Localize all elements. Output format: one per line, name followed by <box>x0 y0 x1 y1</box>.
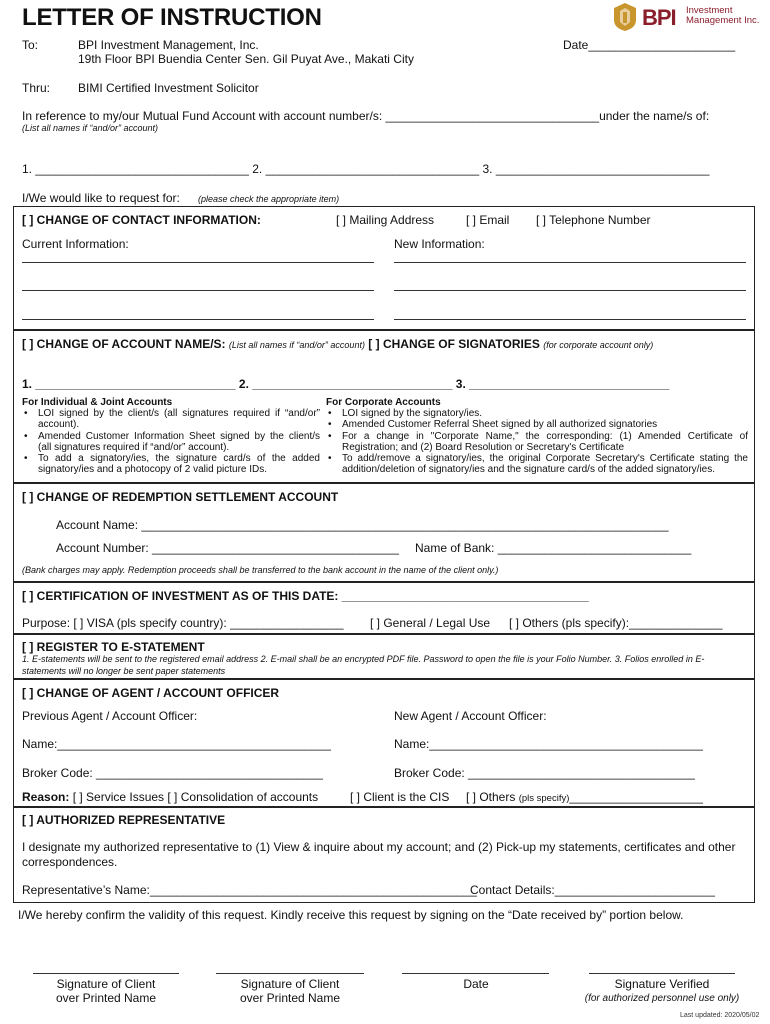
account-name-note: (List all names if “and/or” account) <box>228 340 365 350</box>
reference-text[interactable]: In reference to my/our Mutual Fund Account with account number/s: ________________________________under the name/s of: <box>22 109 710 123</box>
representative-contact[interactable]: Contact Details:________________________ <box>470 883 715 897</box>
page-title: LETTER OF INSTRUCTION <box>22 4 322 31</box>
to-label: To: <box>22 38 39 52</box>
reason-cis-checkbox[interactable]: [ ] Client is the CIS <box>350 790 450 804</box>
signature-line[interactable] <box>216 973 364 974</box>
agent-section <box>13 679 755 807</box>
reason-options[interactable]: [ ] Service Issues [ ] Consolidation of accounts <box>72 790 319 804</box>
logo-subtitle: Investment Management Inc. <box>686 5 760 26</box>
list-item: • LOI signed by the client/s (all signatures required if “and/or” account). <box>22 408 320 431</box>
new-info-line[interactable] <box>394 262 746 263</box>
redemption-account-number[interactable]: Account Number: _____________________________________ <box>56 541 399 555</box>
logo-wordmark: BPI <box>642 5 676 30</box>
to-line2: 19th Floor BPI Buendia Center Sen. Gil Puyat Ave., Makati City <box>78 52 414 66</box>
request-label: I/We would like to request for: <box>22 191 180 205</box>
signatories-heading[interactable]: [ ] CHANGE OF SIGNATORIES <box>368 337 540 351</box>
new-info-label: New Information: <box>394 237 485 251</box>
list-item: • To add a signatory/ies, the signature card/s of the added signatory/ies and a photocopy of 2 valid picture IDs. <box>22 453 320 476</box>
estatement-section <box>13 634 755 679</box>
bpi-emblem-icon <box>612 2 638 32</box>
individual-title: For Individual & Joint Accounts <box>22 397 173 408</box>
representative-name[interactable]: Representative’s Name:_________________________________________________ <box>22 883 477 897</box>
list-item: • To add/remove a signatory/ies, the original Corporate Secretary's Certificate stating the addition/deletion of signatory/ies and the signature card/s of the added signatory/ies. <box>326 453 748 476</box>
current-info-line[interactable] <box>22 319 374 320</box>
account-name-section <box>13 330 755 483</box>
account-names-line[interactable]: 1. ________________________________ 2. ________________________________ 3. ________________________________ <box>22 162 710 176</box>
list-item: • Amended Customer Information Sheet signed by the client/s (all signatures required if “and/or” account). <box>22 431 320 454</box>
list-item: • LOI signed by the signatory/ies. <box>326 408 748 419</box>
bpi-logo <box>612 2 762 34</box>
request-note: (please check the appropriate item) <box>198 194 340 204</box>
date-signature-line[interactable] <box>402 973 549 974</box>
redemption-section <box>13 483 755 582</box>
certification-section <box>13 582 755 634</box>
reason-others-note: (pls specify) <box>518 793 570 804</box>
signatories-note: (for corporate account only) <box>543 340 654 350</box>
redemption-bank-name[interactable]: Name of Bank: _____________________________ <box>415 541 692 555</box>
list-item: • For a change in "Corporate Name," the corresponding: (1) Amended Certificate of Registration; and (2) Board Resolution or Secretary's Certificate <box>326 431 748 454</box>
redemption-account-name[interactable]: Account Name: _______________________________________________________________________________ <box>56 518 669 532</box>
client-signature-1: Signature of Client over Printed Name <box>55 977 157 1005</box>
others-purpose[interactable]: [ ] Others (pls specify):______________ <box>509 616 723 630</box>
redemption-note: (Bank charges may apply. Redemption proceeds shall be transferred to the bank account in the name of the client only.) <box>22 565 499 575</box>
representative-text: I designate my authorized representative to (1) View & inquire about my account; and (2) Pick-up my statements, certificates and other correspondences. <box>22 840 736 869</box>
corporate-title: For Corporate Accounts <box>326 397 441 408</box>
telephone-checkbox[interactable]: [ ] Telephone Number <box>536 213 651 227</box>
verified-note: (for authorized personnel use only) <box>584 993 740 1004</box>
verified-signature-line[interactable] <box>589 973 735 974</box>
date-label: Date <box>463 977 489 991</box>
list-item: • Amended Customer Referral Sheet signed by all authorized signatories <box>326 419 748 430</box>
date-field[interactable]: Date______________________ <box>563 38 736 52</box>
individual-requirements <box>22 397 320 476</box>
new-info-line[interactable] <box>394 290 746 291</box>
previous-broker-code[interactable]: Broker Code: __________________________________ <box>22 766 323 780</box>
new-broker-code[interactable]: Broker Code: __________________________________ <box>394 766 695 780</box>
reason-others-line[interactable]: ____________________ <box>569 790 703 804</box>
current-info-label: Current Information: <box>22 237 129 251</box>
to-line1: BPI Investment Management, Inc. <box>78 38 259 52</box>
agent-heading[interactable]: [ ] CHANGE OF AGENT / ACCOUNT OFFICER <box>22 686 280 700</box>
thru-value: BIMI Certified Investment Solicitor <box>78 81 259 95</box>
new-info-line[interactable] <box>394 319 746 320</box>
reason-others-checkbox[interactable]: [ ] Others <box>466 790 516 804</box>
certification-heading[interactable]: [ ] CERTIFICATION OF INVESTMENT AS OF THIS DATE: _____________________________________ <box>22 589 589 603</box>
mailing-address-checkbox[interactable]: [ ] Mailing Address <box>336 213 435 227</box>
previous-agent-name[interactable]: Name:_________________________________________ <box>22 737 331 751</box>
new-agent-label: New Agent / Account Officer: <box>394 709 547 723</box>
current-info-line[interactable] <box>22 262 374 263</box>
signature-line[interactable] <box>33 973 179 974</box>
estatement-note: 1. E-statements will be sent to the registered email address 2. E-mail shall be an encrypted PDF file. Password to open the file is your Folio Number. 3. Folios enrolled in E-statements will no longer be sent paper statements <box>22 654 705 676</box>
thru-label: Thru: <box>22 81 51 95</box>
account-name-heading[interactable]: [ ] CHANGE OF ACCOUNT NAME/S: <box>22 337 226 351</box>
current-info-line[interactable] <box>22 290 374 291</box>
confirm-text: I/We hereby confirm the validity of this request. Kindly receive this request by signing on the “Date received by” portion below. <box>18 908 684 922</box>
general-legal-checkbox[interactable]: [ ] General / Legal Use <box>370 616 491 630</box>
new-names-line[interactable]: 1. ______________________________ 2. ______________________________ 3. ______________________________ <box>22 377 670 391</box>
visa-purpose[interactable]: Purpose: [ ] VISA (pls specify country): _________________ <box>22 616 344 630</box>
signature-verified-label: Signature Verified <box>614 977 710 991</box>
contact-section <box>13 206 755 330</box>
representative-section <box>13 807 755 903</box>
redemption-heading[interactable]: [ ] CHANGE OF REDEMPTION SETTLEMENT ACCOUNT <box>22 490 339 504</box>
client-signature-2: Signature of Client over Printed Name <box>239 977 341 1005</box>
previous-agent-label: Previous Agent / Account Officer: <box>22 709 198 723</box>
representative-heading[interactable]: [ ] AUTHORIZED REPRESENTATIVE <box>22 813 226 827</box>
reference-note: (List all names if “and/or” account) <box>22 123 159 133</box>
contact-heading[interactable]: [ ] CHANGE OF CONTACT INFORMATION: <box>22 213 261 227</box>
estatement-heading[interactable]: [ ] REGISTER TO E-STATEMENT <box>22 640 205 654</box>
last-updated: Last updated: 2020/05/02 <box>680 1012 760 1019</box>
new-agent-name[interactable]: Name:_________________________________________ <box>394 737 703 751</box>
email-checkbox[interactable]: [ ] Email <box>466 213 510 227</box>
corporate-requirements <box>326 397 748 476</box>
reason-label: Reason: <box>22 790 70 804</box>
